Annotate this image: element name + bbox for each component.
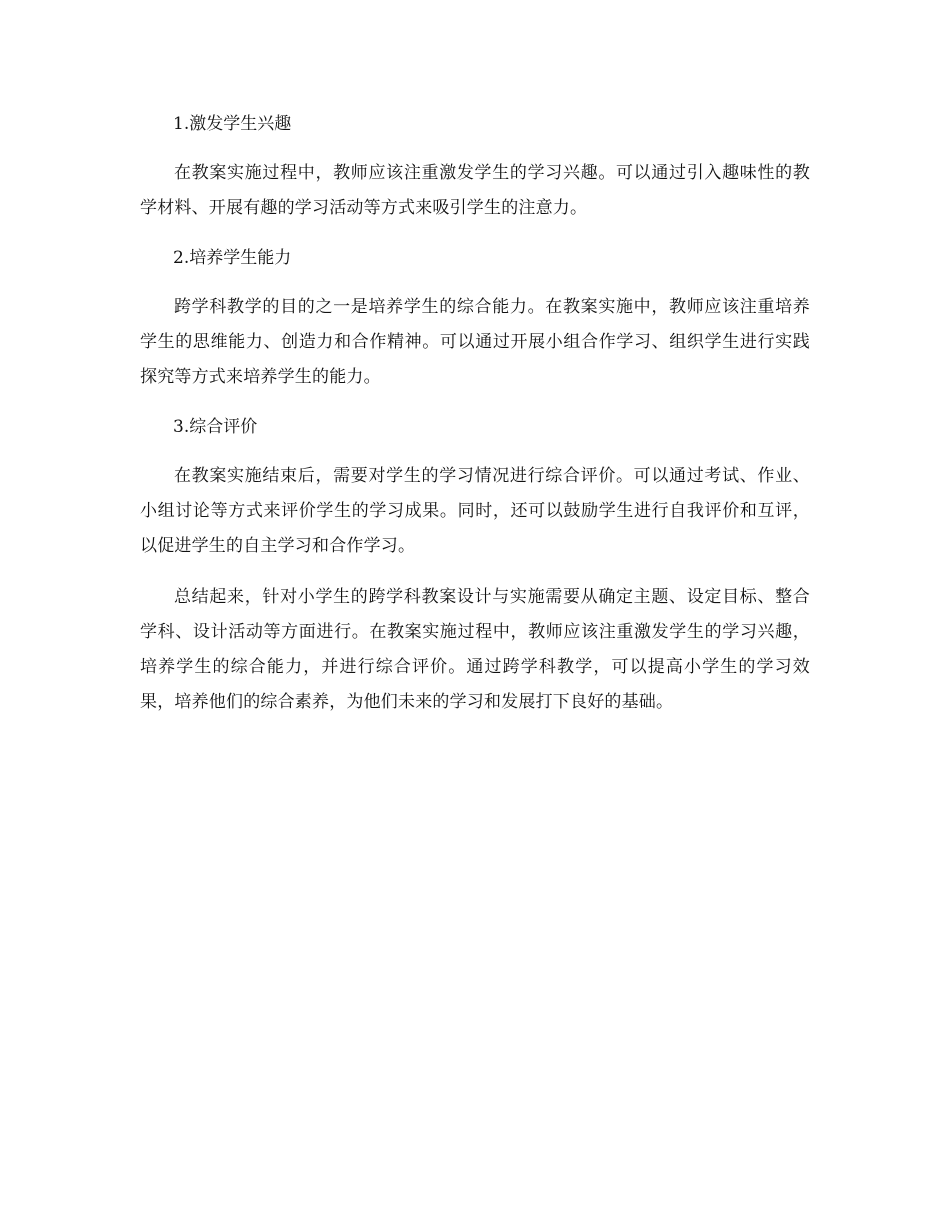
conclusion-paragraph: 总结起来，针对小学生的跨学科教案设计与实施需要从确定主题、设定目标、整合学科、设计活动等方面进行。在教案实施过程中，教师应该注重激发学生的学习兴趣，培养学生的综合能力，并进行综合评价。通过跨学科教学，可以提高小学生的学习效果，培养他们的综合素养，为他们未来的学习和发展打下良好的基础。 <box>140 587 810 712</box>
section-heading-3: 3.综合评价 <box>173 417 258 437</box>
section-paragraph-1: 在教案实施过程中，教师应该注重激发学生的学习兴趣。可以通过引入趣味性的教学材料、开展有趣的学习活动等方式来吸引学生的注意力。 <box>140 163 810 218</box>
section-heading-2: 2.培养学生能力 <box>173 248 292 268</box>
document-body <box>140 108 810 720</box>
section-paragraph-2: 跨学科教学的目的之一是培养学生的综合能力。在教案实施中，教师应该注重培养学生的思维能力、创造力和合作精神。可以通过开展小组合作学习、组织学生进行实践探究等方式来培养学生的能力。 <box>140 297 810 387</box>
section-heading-1: 1.激发学生兴趣 <box>173 114 292 134</box>
section-paragraph-3: 在教案实施结束后，需要对学生的学习情况进行综合评价。可以通过考试、作业、小组讨论等方式来评价学生的学习成果。同时，还可以鼓励学生进行自我评价和互评，以促进学生的自主学习和合作学习。 <box>140 466 810 556</box>
